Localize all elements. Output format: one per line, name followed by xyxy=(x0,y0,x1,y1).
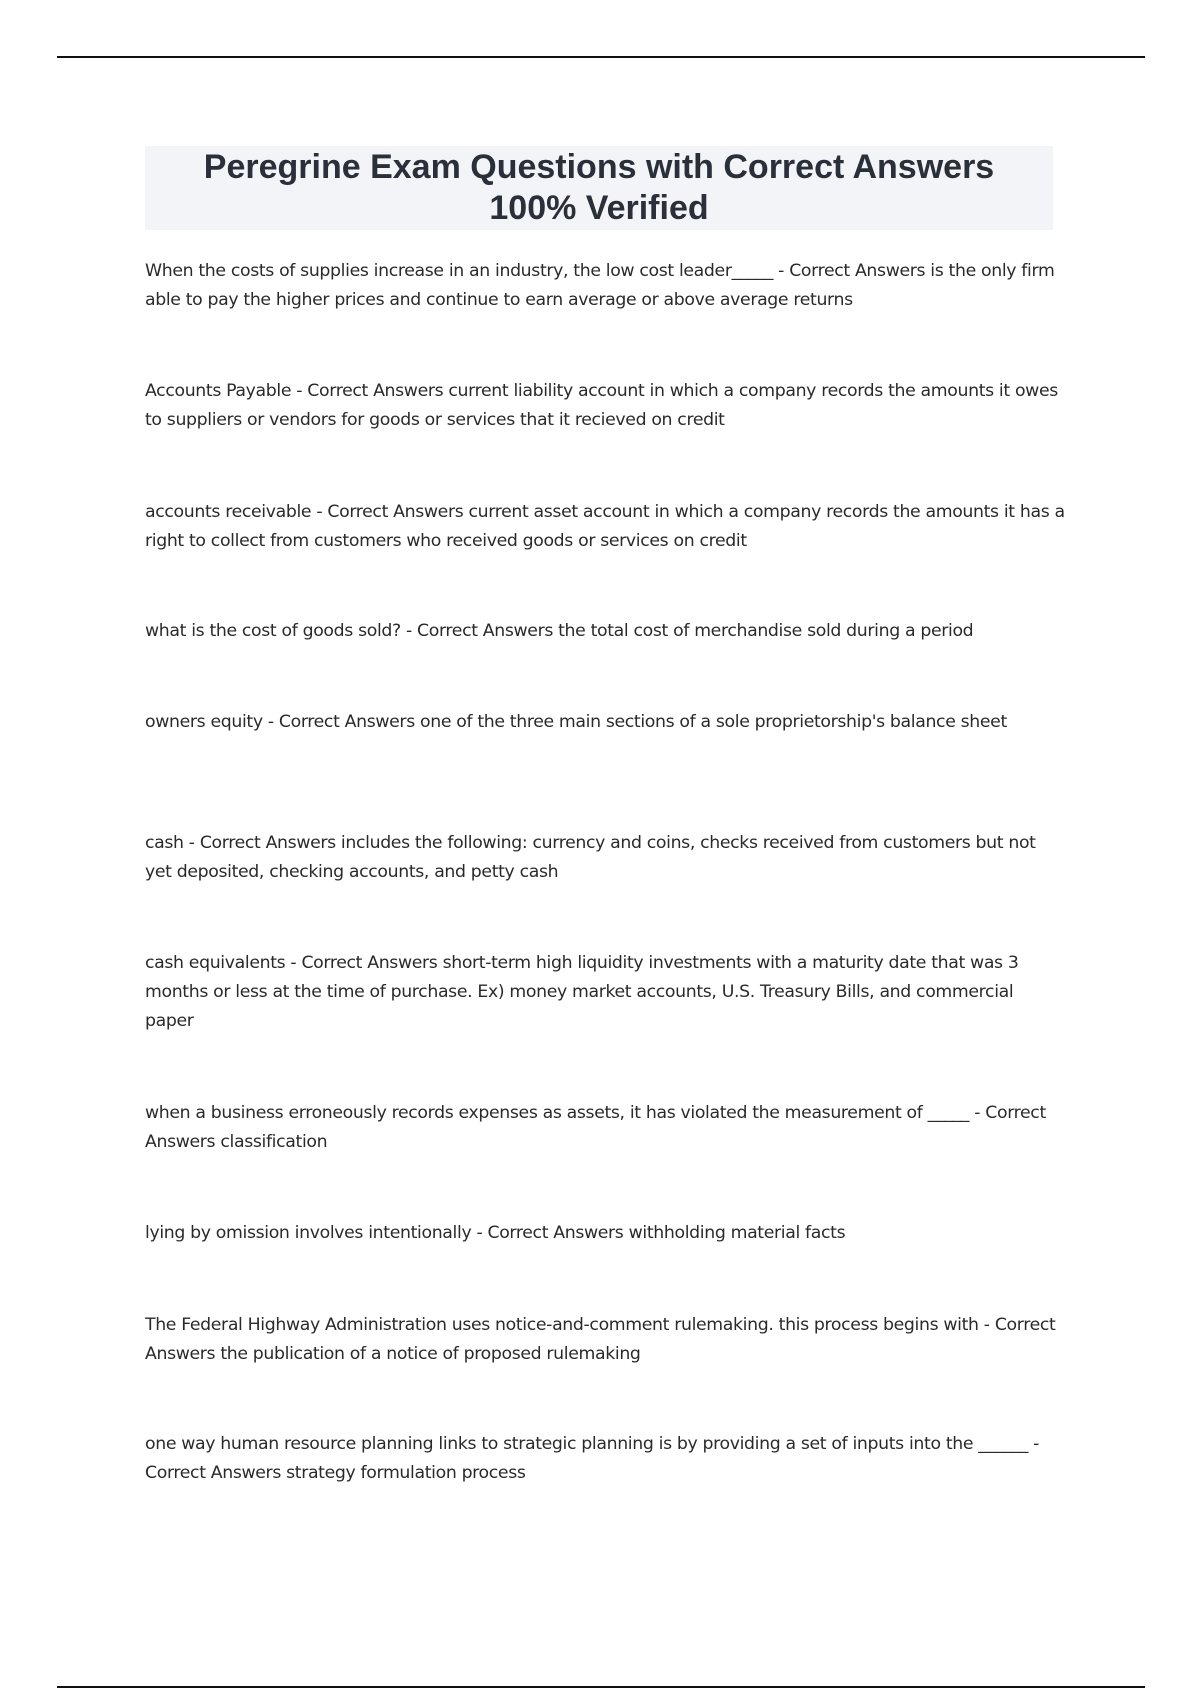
title-line-2: 100% Verified xyxy=(489,189,709,227)
qa-entry-9: lying by omission involves intentionally - Correct Answers withholding material facts xyxy=(145,1223,846,1243)
title-banner xyxy=(145,146,1053,230)
qa-entry-5: owners equity - Correct Answers one of the three main sections of a sole proprietorship's balance sheet xyxy=(145,712,1007,732)
qa-entry-6: cash - Correct Answers includes the following: currency and coins, checks received from customers but not yet deposited, checking accounts, and petty cash xyxy=(145,833,1036,882)
qa-entry-7: cash equivalents - Correct Answers short-term high liquidity investments with a maturity date that was 3 months or less at the time of purchase. Ex) money market accounts, U.S. Treasury Bills, and commercial paper xyxy=(145,953,1019,1031)
qa-entry-11: one way human resource planning links to strategic planning is by providing a set of inputs into the ______ - Correct Answers strategy formulation process xyxy=(145,1434,1040,1483)
document-title xyxy=(159,147,1039,229)
title-line-1: Peregrine Exam Questions with Correct Answers xyxy=(203,148,995,186)
qa-entry-3: accounts receivable - Correct Answers current asset account in which a company records the amounts it has a right to collect from customers who received goods or services on credit xyxy=(145,502,1065,551)
qa-entry-8: when a business erroneously records expenses as assets, it has violated the measurement of _____ - Correct Answers classification xyxy=(145,1103,1046,1152)
qa-entry-1: When the costs of supplies increase in an industry, the low cost leader_____ - Correct Answers is the only firm able to pay the higher prices and continue to earn average or above average returns xyxy=(145,261,1055,310)
qa-entry-2: Accounts Payable - Correct Answers current liability account in which a company records the amounts it owes to suppliers or vendors for goods or services that it recieved on credit xyxy=(145,381,1058,430)
footer-rule xyxy=(57,1686,1145,1688)
header-rule xyxy=(57,56,1145,58)
qa-entry-4: what is the cost of goods sold? - Correct Answers the total cost of merchandise sold during a period xyxy=(145,621,974,641)
qa-entry-10: The Federal Highway Administration uses notice-and-comment rulemaking. this process begins with - Correct Answers the publication of a notice of proposed rulemaking xyxy=(145,1315,1056,1364)
